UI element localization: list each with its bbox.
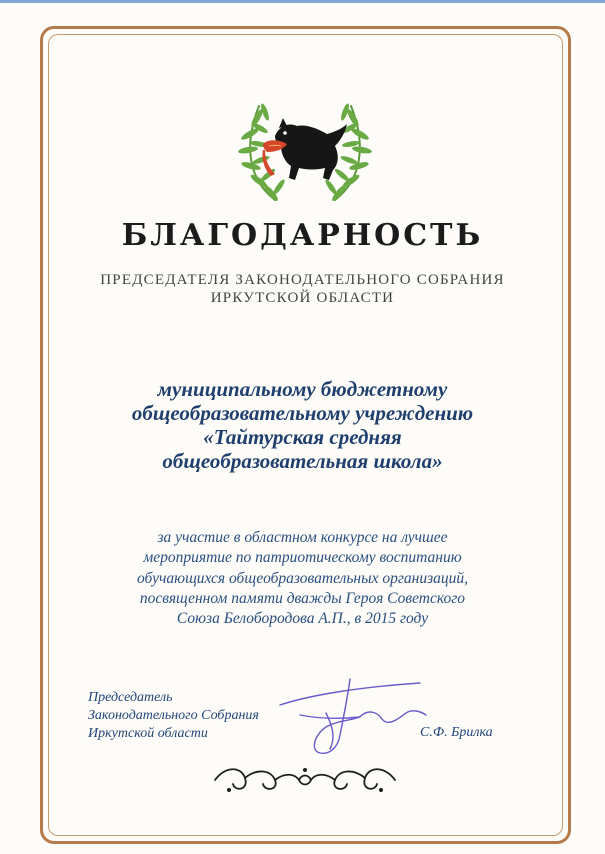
- signer-title-line: Иркутской области: [88, 726, 208, 741]
- reason-line: мероприятие по патриотическому воспитанию: [143, 549, 462, 566]
- top-edge-line: [0, 0, 605, 3]
- decorative-scroll-ornament-icon: [205, 760, 405, 800]
- signer-title-line: Законодательного Собрания: [88, 708, 259, 723]
- recipient-line: муниципальному бюджетному: [157, 377, 448, 401]
- irkutsk-babr-emblem-icon: [235, 88, 375, 213]
- issuer-line-1: ПРЕДСЕДАТЕЛЯ ЗАКОНОДАТЕЛЬНОГО СОБРАНИЯ: [100, 272, 505, 288]
- recipient-line: общеобразовательная школа»: [162, 449, 443, 473]
- signer-title-line: Председатель: [88, 690, 173, 705]
- document-title: БЛАГОДАРНОСТЬ: [121, 218, 484, 253]
- handwritten-signature: [270, 675, 440, 760]
- issuer-line-2: ИРКУТСКОЙ ОБЛАСТИ: [210, 290, 395, 306]
- reason-line: обучающихся общеобразовательных организаций,: [136, 570, 468, 587]
- reason-line: посвященном памяти дважды Героя Советского: [139, 590, 466, 607]
- recipient-line: «Тайтурская средняя: [203, 425, 402, 449]
- recipient-line: общеобразовательному учреждению: [131, 401, 474, 425]
- signer-name: С.Ф. Брилка: [420, 725, 493, 740]
- reason-line: за участие в областном конкурсе на лучшее: [157, 529, 448, 546]
- reason-line: Союза Белобородова А.П., в 2015 году: [176, 610, 429, 627]
